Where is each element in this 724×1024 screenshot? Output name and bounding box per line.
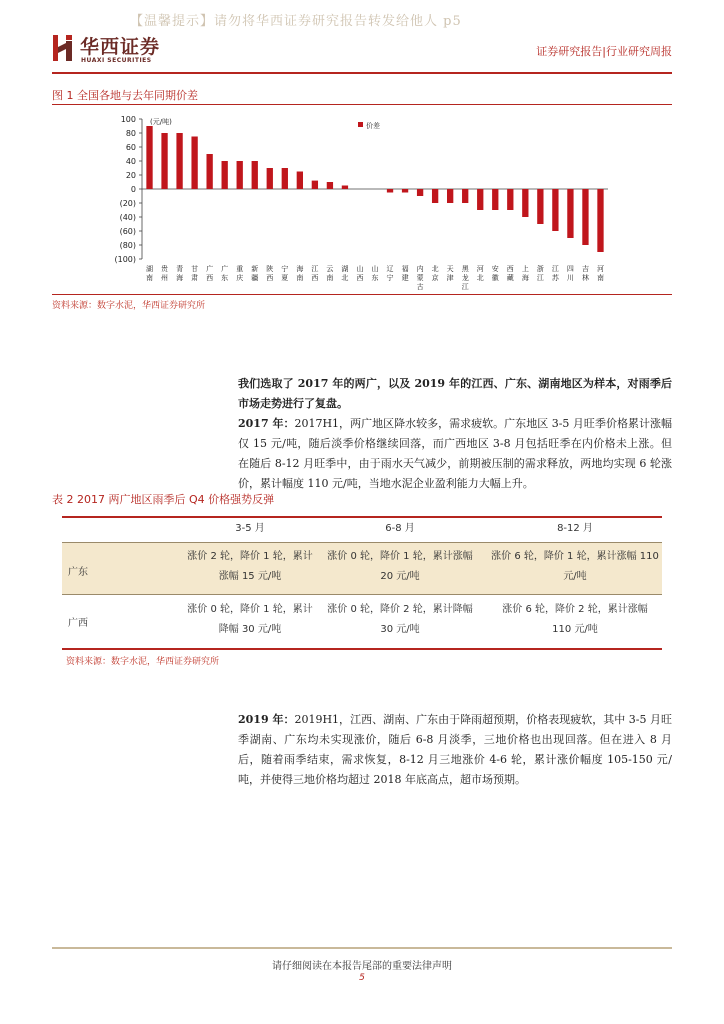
paragraph-2019 xyxy=(238,710,672,790)
document-type: 证券研究报告|行业研究周报 xyxy=(536,45,672,58)
bar-吉林 xyxy=(582,189,588,245)
x-tick-char: 南 xyxy=(296,274,304,282)
x-tick-char: 安 xyxy=(491,265,499,273)
table-row-label: 广东 xyxy=(68,567,88,578)
table-col-header: 6-8 月 xyxy=(385,523,415,534)
table-top-rule xyxy=(62,516,662,518)
paragraph-2019-label: 2019 年： xyxy=(238,713,295,726)
x-tick-char: 龙 xyxy=(461,274,469,282)
x-tick-char: 西 xyxy=(266,274,274,282)
bar-江西 xyxy=(312,181,318,189)
bar-河南 xyxy=(597,189,603,252)
x-tick-char: 西 xyxy=(311,274,319,282)
x-tick-char: 北 xyxy=(431,265,439,273)
x-tick-label xyxy=(236,264,243,282)
huaxi-logo-icon xyxy=(52,33,74,63)
x-tick-char: 陕 xyxy=(266,265,274,273)
cell-line: 涨价 0 轮，降价 1 轮，累计 xyxy=(187,604,313,615)
x-tick-char: 北 xyxy=(476,274,484,282)
x-tick-char: 新 xyxy=(251,265,259,273)
x-tick-char: 西 xyxy=(356,274,364,282)
header-notice: 【温馨提示】请勿将华西证券研究报告转发给他人 p5 xyxy=(130,14,462,29)
page-number: 5 xyxy=(359,973,365,983)
bar-云南 xyxy=(327,182,333,189)
cell-line: 涨价 0 轮，降价 2 轮，累计降幅 xyxy=(327,604,473,615)
x-tick-label xyxy=(582,264,589,282)
x-tick-char: 夏 xyxy=(281,274,289,282)
bar-新疆 xyxy=(252,161,258,189)
x-tick-label xyxy=(296,264,303,282)
intro-paragraph xyxy=(238,374,672,414)
figure-bottom-divider xyxy=(52,294,672,295)
x-tick-char: 黑 xyxy=(461,265,469,273)
x-tick-char: 江 xyxy=(536,274,544,282)
cell-line: 110 元/吨 xyxy=(552,624,598,635)
bar-福建 xyxy=(402,189,408,193)
cell-line: 涨价 2 轮，降价 1 轮，累计 xyxy=(187,551,313,562)
x-tick-char: 海 xyxy=(176,274,184,282)
bar-天津 xyxy=(447,189,453,203)
bar-宁夏 xyxy=(282,168,288,189)
bar-河北 xyxy=(477,189,483,210)
bar-陕西 xyxy=(267,168,273,189)
x-tick-char: 川 xyxy=(566,274,574,282)
table-header-rule xyxy=(62,542,662,543)
y-tick-label: (100) xyxy=(114,255,136,264)
y-tick-label: 60 xyxy=(125,143,136,152)
x-tick-label xyxy=(567,265,574,282)
y-tick-label: 20 xyxy=(125,171,136,180)
x-tick-char: 蒙 xyxy=(416,274,424,282)
x-tick-label xyxy=(281,264,288,282)
footer-divider xyxy=(52,947,672,949)
x-tick-char: 疆 xyxy=(251,274,259,282)
x-tick-label xyxy=(507,265,514,282)
y-tick-label: 40 xyxy=(125,157,136,166)
x-tick-char: 浙 xyxy=(536,265,544,273)
legal-notice: 请仔细阅读在本报告尾部的重要法律声明 xyxy=(272,961,452,972)
y-tick-label: (80) xyxy=(119,241,136,250)
table-cell xyxy=(490,600,660,640)
x-tick-label xyxy=(161,264,169,282)
logo-name-en: HUAXI SECURITIES xyxy=(81,57,152,64)
x-tick-label xyxy=(462,264,470,291)
x-tick-label xyxy=(402,265,409,282)
x-tick-char: 江 xyxy=(461,283,469,291)
bar-江苏 xyxy=(552,189,558,231)
x-tick-label xyxy=(311,264,318,282)
x-tick-char: 南 xyxy=(146,274,154,282)
bar-海南 xyxy=(297,172,303,190)
figure-1-source: 资料来源：数字水泥，华西证券研究所 xyxy=(52,301,206,311)
x-tick-char: 河 xyxy=(476,265,484,273)
bar-内蒙古 xyxy=(417,189,423,196)
x-tick-label xyxy=(146,264,153,282)
paragraph-2017 xyxy=(238,414,672,494)
x-tick-char: 藏 xyxy=(506,274,514,282)
table-cell xyxy=(490,547,660,587)
bar-甘肃 xyxy=(191,137,197,190)
x-tick-char: 上 xyxy=(521,265,529,273)
x-tick-char: 东 xyxy=(371,274,379,282)
bar-上海 xyxy=(522,189,528,217)
x-tick-char: 辽 xyxy=(386,265,394,273)
x-tick-char: 海 xyxy=(521,274,529,282)
x-tick-char: 江 xyxy=(311,265,319,273)
x-tick-char: 河 xyxy=(596,265,604,273)
x-tick-char: 肃 xyxy=(191,274,199,282)
table-cell xyxy=(185,547,315,587)
cell-line: 20 元/吨 xyxy=(380,571,420,582)
bar-浙江 xyxy=(537,189,543,224)
logo-name-cn: 华西证券 xyxy=(80,36,161,58)
cell-line: 涨价 0 轮，降价 1 轮，累计涨幅 xyxy=(327,551,473,562)
x-tick-char: 四 xyxy=(566,265,574,273)
x-tick-char: 西 xyxy=(506,265,514,273)
x-tick-char: 云 xyxy=(326,265,334,273)
table-row-rule xyxy=(62,594,662,595)
table-cell xyxy=(185,600,315,640)
bar-四川 xyxy=(567,189,573,238)
table-col-header: 8-12 月 xyxy=(557,523,593,534)
x-tick-char: 福 xyxy=(401,265,409,273)
y-tick-label: (40) xyxy=(119,213,136,222)
x-tick-label xyxy=(552,264,560,282)
paragraph-2017-label: 2017 年： xyxy=(238,417,295,430)
x-tick-label xyxy=(492,264,499,282)
x-tick-label xyxy=(447,265,454,282)
y-tick-label: (20) xyxy=(119,199,136,208)
figure-1-title: 图 1 全国各地与去年同期价差 xyxy=(52,89,198,102)
bar-辽宁 xyxy=(387,189,393,193)
header-divider xyxy=(52,72,672,74)
x-tick-char: 甘 xyxy=(191,265,199,273)
x-tick-char: 徽 xyxy=(491,274,499,282)
x-tick-label xyxy=(417,264,424,291)
x-tick-label xyxy=(477,264,484,282)
x-tick-char: 湖 xyxy=(341,265,349,273)
y-tick-label: 80 xyxy=(125,129,136,138)
cell-line: 涨价 6 轮，降价 2 轮，累计涨幅 xyxy=(502,604,648,615)
paragraph-2019-text: 2019H1，江西、湖南、广东由于降雨超预期，价格表现疲软，其中 3-5 月旺季湖南、广东均未实现涨价，随后 6-8 月淡季，三地价格也出现回落。但在进入 8 月后，随着雨季结束，需求恢复，8-12 月三地涨价 4-6 轮，累计涨价幅度 105-150 元/吨，并使得三地价格均超过 2018 年底高点，超市场预期。 xyxy=(238,713,672,786)
x-tick-char: 宁 xyxy=(281,265,289,273)
x-tick-label xyxy=(432,264,439,282)
x-tick-label xyxy=(251,264,258,282)
x-tick-char: 东 xyxy=(221,274,229,282)
y-tick-label: 100 xyxy=(120,115,136,124)
x-tick-char: 山 xyxy=(371,265,379,273)
bar-西藏 xyxy=(507,189,513,210)
legend-swatch xyxy=(358,122,363,127)
bar-广东 xyxy=(222,161,228,189)
x-tick-char: 西 xyxy=(206,274,214,282)
legend-label: 价差 xyxy=(366,122,380,130)
bar-黑龙江 xyxy=(462,189,468,203)
y-tick-label: 0 xyxy=(130,185,136,194)
x-tick-label xyxy=(522,264,529,282)
x-tick-char: 山 xyxy=(356,265,364,273)
table-bottom-rule xyxy=(62,648,662,650)
paragraph-2017-text: 2017H1，两广地区降水较多，需求疲软。广东地区 3-5 月旺季价格累计涨幅仅 15 元/吨，随后淡季价格继续回落，而广西地区 3-8 月包括旺季在内价格未上涨。但在随后 8-12 月旺季中，由于雨水天气减少，前期被压制的需求释放，两地均实现 6 轮涨价，累计幅度 110 元/吨，当地水泥企业盈利能力大幅上升。 xyxy=(238,417,672,490)
cell-line: 元/吨 xyxy=(563,571,587,582)
y-tick-label: (60) xyxy=(119,227,136,236)
x-tick-char: 湖 xyxy=(146,265,154,273)
x-tick-label xyxy=(597,264,604,282)
y-unit-label: (元/吨) xyxy=(150,118,172,126)
x-tick-char: 建 xyxy=(401,274,409,282)
cell-line: 30 元/吨 xyxy=(380,624,420,635)
x-tick-label xyxy=(372,264,379,282)
x-tick-char: 苏 xyxy=(551,274,559,282)
cell-line: 涨价 6 轮，降价 1 轮，累计涨幅 110 xyxy=(491,551,659,562)
bar-湖南 xyxy=(146,126,152,189)
x-tick-label xyxy=(266,264,273,282)
table-row-label: 广西 xyxy=(68,618,88,629)
x-tick-label xyxy=(221,264,228,282)
table-cell xyxy=(320,600,480,640)
x-tick-char: 广 xyxy=(221,265,229,273)
cell-line: 降幅 30 元/吨 xyxy=(218,624,282,635)
table-2-title: 表 2 2017 两广地区雨季后 Q4 价格强势反弹 xyxy=(52,493,275,506)
bar-广西 xyxy=(206,154,212,189)
x-tick-char: 京 xyxy=(431,274,439,282)
x-tick-char: 广 xyxy=(206,265,214,273)
x-tick-label xyxy=(387,265,394,282)
x-tick-label xyxy=(356,264,363,282)
x-tick-label xyxy=(191,264,198,282)
x-tick-char: 南 xyxy=(326,274,334,282)
x-tick-label xyxy=(206,264,213,282)
x-tick-char: 海 xyxy=(296,265,304,273)
cell-line: 涨幅 15 元/吨 xyxy=(218,571,282,582)
x-tick-char: 吉 xyxy=(581,265,589,273)
x-tick-char: 林 xyxy=(581,274,589,282)
x-tick-char: 重 xyxy=(236,265,244,273)
x-tick-char: 津 xyxy=(446,274,454,282)
table-2-source: 资料来源：数字水泥，华西证券研究所 xyxy=(66,657,220,667)
bar-北京 xyxy=(432,189,438,203)
x-tick-char: 宁 xyxy=(386,274,394,282)
x-tick-char: 贵 xyxy=(161,265,169,273)
x-tick-char: 江 xyxy=(551,265,559,273)
price-diff-bar-chart xyxy=(52,105,672,293)
bar-重庆 xyxy=(237,161,243,189)
x-tick-label xyxy=(341,264,348,282)
table-cell xyxy=(320,547,480,587)
bar-安徽 xyxy=(492,189,498,210)
x-tick-label xyxy=(537,264,544,282)
x-tick-char: 庆 xyxy=(236,274,244,282)
bar-青海 xyxy=(176,133,182,189)
x-tick-char: 天 xyxy=(446,265,454,273)
x-tick-char: 北 xyxy=(341,274,349,282)
bar-贵州 xyxy=(161,133,167,189)
x-tick-char: 州 xyxy=(161,274,169,282)
x-tick-label xyxy=(176,264,183,282)
x-tick-char: 古 xyxy=(416,283,424,291)
bar-湖北 xyxy=(342,186,348,190)
intro-text: 我们选取了 2017 年的两广，以及 2019 年的江西、广东、湖南地区为样本，对雨季后市场走势进行了复盘。 xyxy=(238,377,672,410)
x-tick-char: 青 xyxy=(176,265,184,273)
table-col-header: 3-5 月 xyxy=(235,523,265,534)
x-tick-char: 南 xyxy=(596,274,604,282)
x-tick-label xyxy=(326,265,333,282)
x-tick-char: 内 xyxy=(416,265,424,273)
